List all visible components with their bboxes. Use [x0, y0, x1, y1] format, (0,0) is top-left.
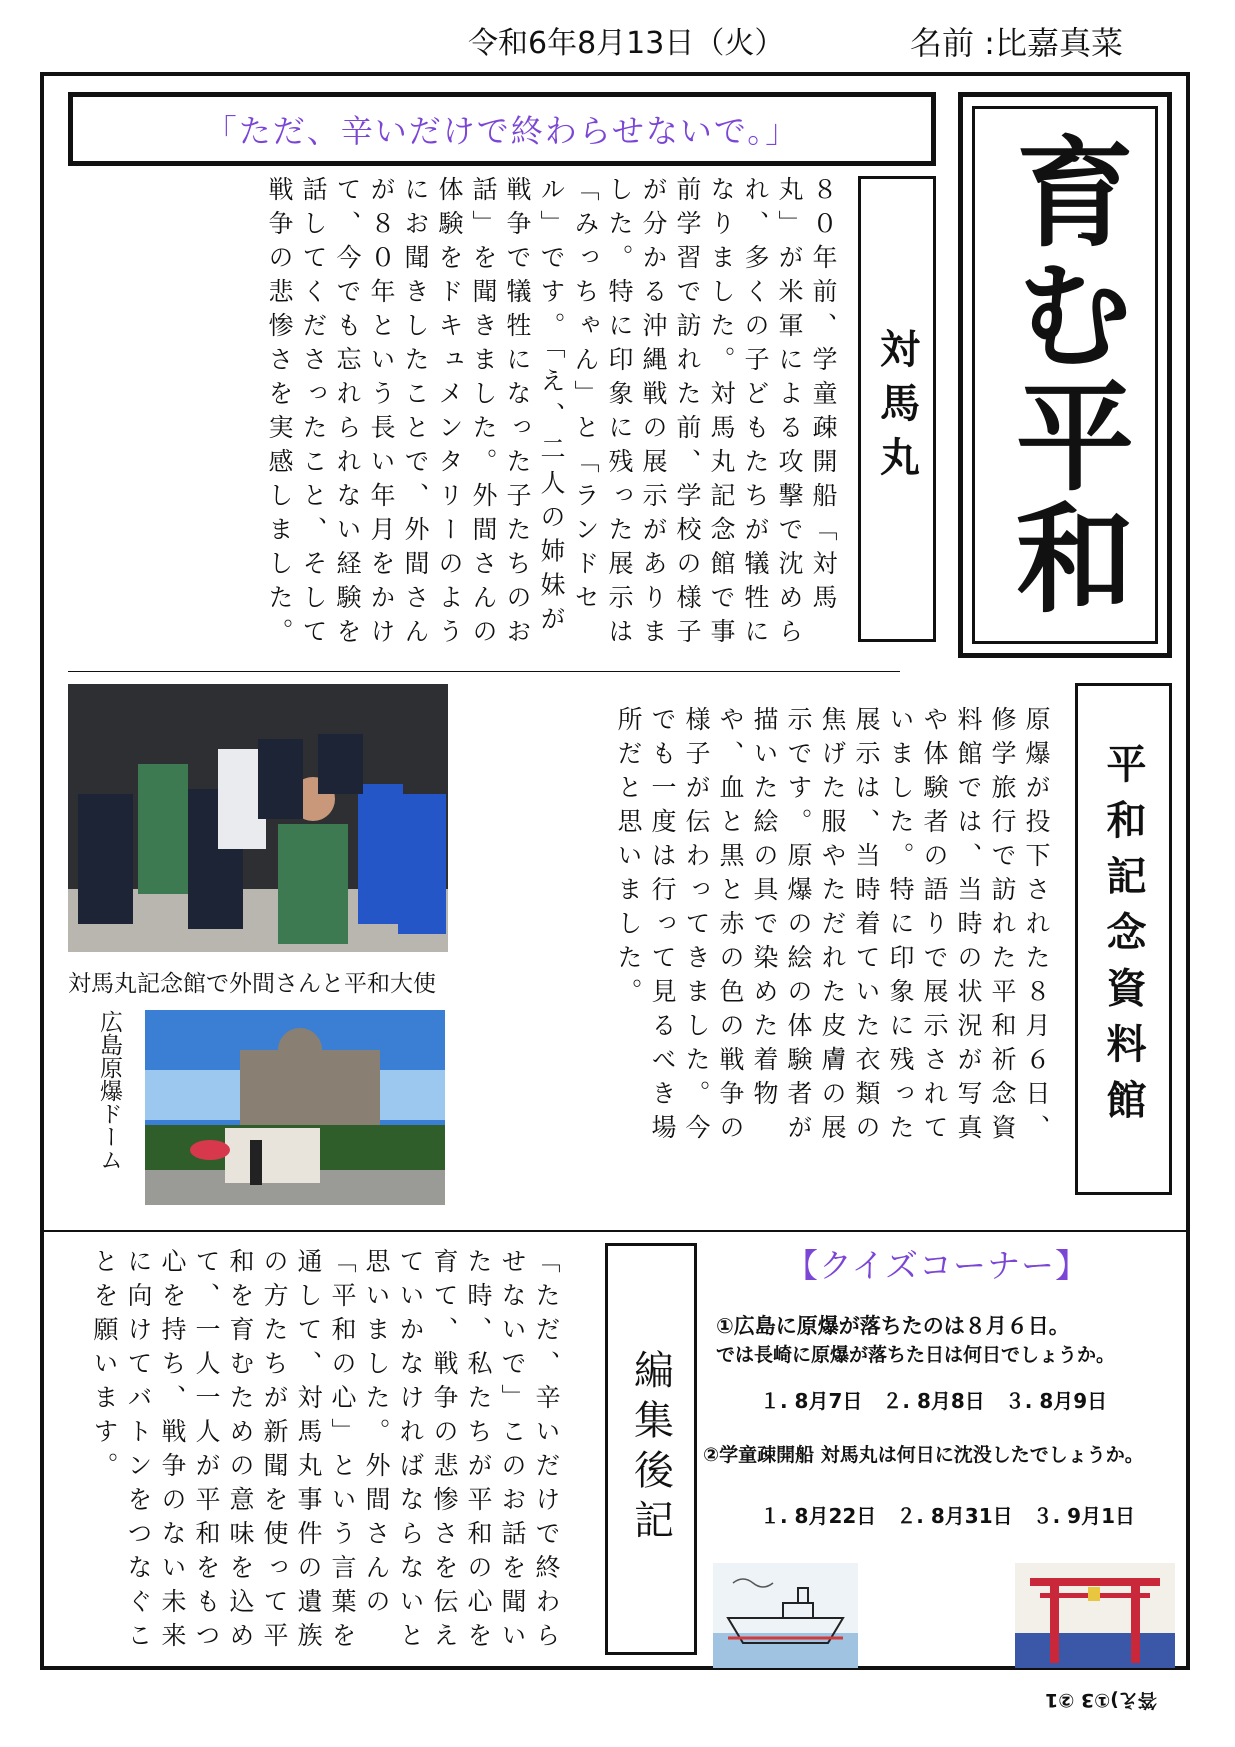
issue-date: 令和6年8月13日（火） — [468, 26, 785, 61]
photo-caption-dome: 広島原爆ドーム — [96, 1010, 122, 1171]
photo-visitor — [250, 1140, 262, 1185]
quiz-q1-line1: ①広島に原爆が落ちたのは８月６日。 — [716, 1314, 1070, 1338]
photo-caption-memorial: 対馬丸記念館で外間さんと平和大使 — [68, 971, 436, 997]
photo-dome — [278, 1028, 322, 1072]
quiz-q2-options: １. 8月22日 ２. 8月31日 ３. 9月1日 — [760, 1504, 1136, 1528]
newspaper-title: 育む平和 — [972, 106, 1158, 644]
photo-person — [358, 784, 403, 924]
section-label-peace-museum: 平和記念資料館 — [1075, 683, 1172, 1195]
quiz-q2: ②学童疎開船 対馬丸は何日に沈没したでしょうか。 — [703, 1444, 1144, 1466]
photo-info-board — [225, 1128, 320, 1183]
quiz-q1-options: １. 8月7日 ２. 8月8日 ３. 8月9日 — [760, 1389, 1108, 1413]
photo-memorial-group — [68, 684, 448, 952]
author-name: 名前 :比嘉真菜 — [910, 24, 1123, 62]
headline-box — [68, 92, 936, 166]
section-label-afterword: 編集後記 — [605, 1243, 697, 1655]
photo-atomic-dome — [145, 1010, 445, 1205]
divider-line — [68, 671, 900, 672]
quiz-q1-line2: では長崎に原爆が落ちた日は何日でしょうか。 — [716, 1344, 1116, 1366]
quiz-title: 【クイズコーナー】 — [785, 1246, 1090, 1285]
photo-person — [318, 734, 363, 794]
section-body-peace-museum: 原爆が投下された８月６日、修学旅行で訪れた平和祈念資料館では、当時の状況が写真や体験者の語りで展示されていました。特に印象に残った展示は、当時着ていた衣類の焦げた服やただれた皮膚の展示です。原爆の絵の体験者が描いた絵の具で染めた着物や、血と黒と赤の色の戦争の様子が伝わってきました。今でも一度は行って見るべき場所だと思いました。 — [614, 706, 1051, 1148]
divider-line — [44, 1230, 1186, 1232]
quiz-answer: 答え)①3 ②1 — [1045, 1689, 1157, 1711]
photo-person — [398, 794, 446, 934]
photo-person — [258, 739, 303, 819]
photo-umbrella — [190, 1140, 230, 1160]
drawing-torii — [1015, 1563, 1175, 1668]
section-body-afterword: 「ただ、辛いだけで終わらせないで」このお話を聞いた時、私たちが平和の心を育て、戦争の悲惨さを伝えていかなければならないと思いました。外間さんの「平和の心」という言葉を通して、対馬丸事件の遺族の方たちが新聞を使って平和を育むための意味を込めて、一人一人が平和をもつ心を持ち、戦争のない未来に向けてバトンをつなぐことを願います。 — [90, 1248, 561, 1656]
drawing-ship — [713, 1563, 858, 1668]
section-body-tsushima-maru: ８０年前、学童疎開船「対馬丸」が米軍による攻撃で沈められ、多くの子どもたちが犠牲になりました。対馬丸記念館で事前学習で訪れた前、学校の様子が分かる沖縄戦の展示がありました。特に印象に残った展示は「みっちゃん」と「ランドセル」です。「え、二人の姉妹が戦争で犠牲になった子たちのお話」を聞きました。外間さんの体験をドキュメンタリーのようにお聞きしたことで、外間さんが８０年という長い年月をかけて、今でも忘れられない経験を話してくださったこと、そして戦争の悲惨さを実感しました。 — [265, 176, 838, 652]
photo-person — [138, 764, 188, 894]
photo-seated-woman — [278, 824, 348, 944]
section-label-tsushima-maru: 対馬丸 — [858, 176, 936, 642]
headline-text: 「ただ、辛いだけで終わらせないで。」 — [204, 112, 800, 150]
photo-person — [78, 794, 133, 924]
